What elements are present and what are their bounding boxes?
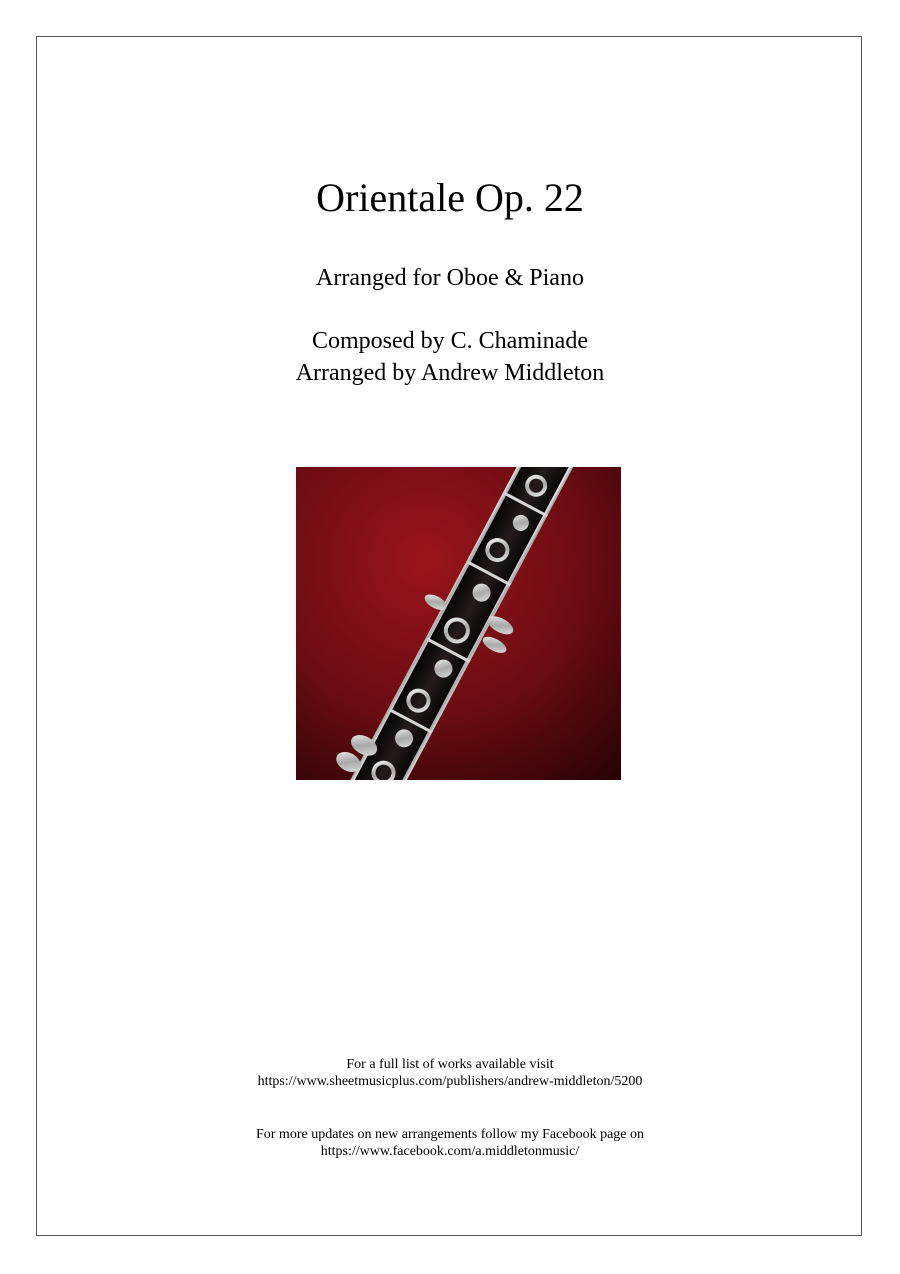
arranger-credit: Arranged by Andrew Middleton [295,360,605,386]
facebook-link[interactable]: https://www.facebook.com/a.middletonmusic/ [320,1144,580,1159]
oboe-photo [296,467,621,780]
works-list-text: For a full list of works available visit [346,1057,554,1072]
facebook-text: For more updates on new arrangements follow my Facebook page on [255,1127,644,1142]
works-list-link[interactable]: https://www.sheetmusicplus.com/publishers/andrew-middleton/5200 [257,1074,643,1089]
score-title: Orientale Op. 22 [316,175,584,220]
arrangement-subtitle: Arranged for Oboe & Piano [316,265,584,291]
composer-credit: Composed by C. Chaminade [312,328,588,354]
